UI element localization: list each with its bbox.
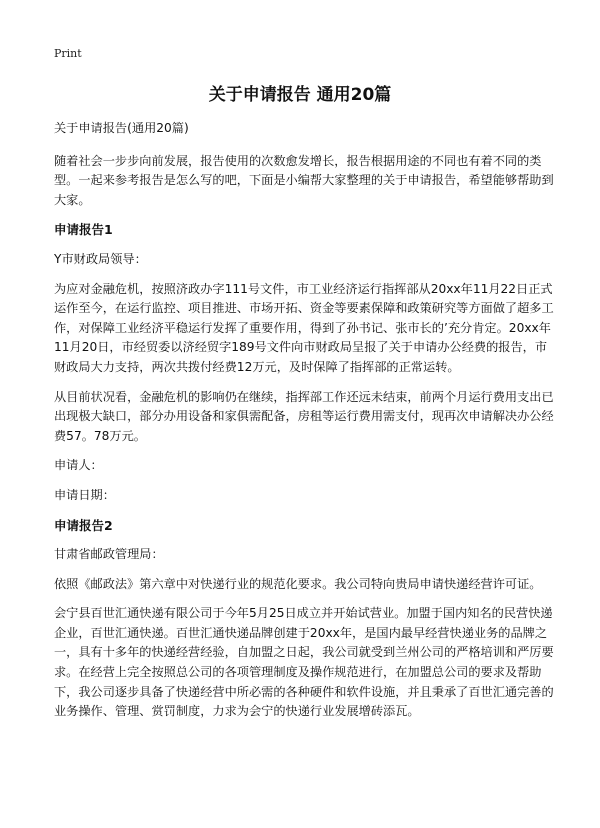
intro-paragraph: 随着社会一步步向前发展，报告使用的次数愈发增长，报告根据用途的不同也有着不同的类型。一起来参考报告是怎么写的吧，下面是小编帮大家整理的关于申请报告，希望能够帮助到大家。 [54,153,554,207]
section1-paragraph-2: 从目前状况看，金融危机的影响仍在继续，指挥部工作还远未结束，前两个月运行费用支出已出现极大缺口，部分办用设备和家俱需配备，房租等运行费用需支付，现再次申请解决办公经费57。78万元。 [54,389,554,443]
section2-salutation: 甘肃省邮政管理局： [54,547,164,562]
section-heading-1: 申请报告1 [54,222,113,238]
document-body [54,119,554,732]
section1-salutation: Y市财政局领导： [54,251,147,266]
section1-paragraph-1: 为应对金融危机，按照济政办字111号文件，市工业经济运行指挥部从20xx年11月22日正式运作至今，在运行监控、项目推进、市场开拓、资金等要素保障和政策研究等方面做了超多工作，对保障工业经济平稳运行发挥了重要作用，得到了孙书记、张市长的’充分肯定。20xx年11月20日，市经贸委以济经贸字189号文件向市财政局呈报了关于申请办公经费的报告，市财政局大力支持，两次共拨付经费12万元，及时保障了指挥部的正常运转。 [54,281,554,374]
page-title: 关于申请报告 通用20篇 [208,85,392,105]
print-label: Print [54,47,82,60]
section1-applicant: 申请人： [54,458,103,473]
section2-paragraph-1: 依照《邮政法》第六章中对快递行业的规范化要求。我公司特向贵局申请快递经营许可证。 [54,576,542,591]
document-subtitle: 关于申请报告(通用20篇) [54,121,189,135]
section1-date: 申请日期： [54,487,115,502]
section2-paragraph-2: 会宁县百世汇通快递有限公司于今年5月25日成立并开始试营业。加盟于国内知名的民营快递企业，百世汇通快递。百世汇通快递品牌创建于20xx年，是国内最早经营快递业务的品牌之一，具有十多年的快递经营经验，自加盟之日起，我公司就受到兰州公司的严格培训和严厉要求。在经营上完全按照总公司的各项管理制度及操作规范进行，在加盟总公司的要求及帮助下，我公司逐步具备了快递经营中所必需的各种硬件和软件设施，并且秉承了百世汇通完善的业务操作、管理、赏罚制度，力求为会宁的快递行业发展增砖添瓦。 [54,606,554,719]
section-heading-2: 申请报告2 [54,517,113,533]
